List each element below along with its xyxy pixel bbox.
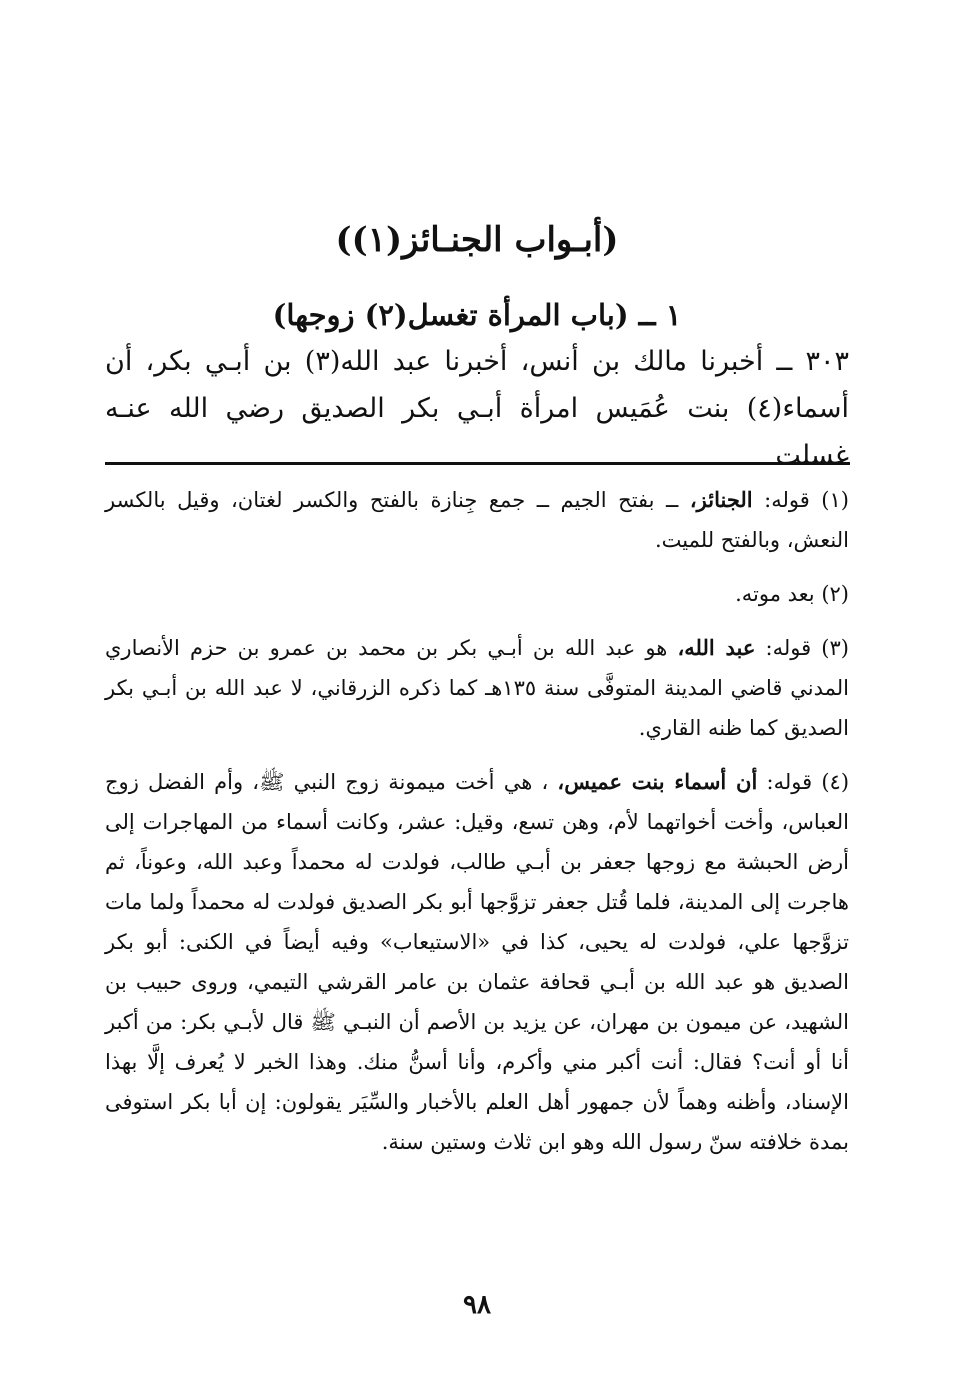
footnote-marker: (٢) <box>821 582 849 606</box>
footnote-1 <box>105 480 849 560</box>
footnote-divider <box>105 462 850 465</box>
footnote-term: الجنائز، <box>689 487 753 512</box>
footnote-lead: قوله: <box>765 636 812 660</box>
footnote-text: بعد موته. <box>735 582 815 606</box>
footnote-4 <box>105 762 849 1162</box>
page-number: ٩٨ <box>463 1290 491 1320</box>
footnote-term: عبد الله، <box>677 635 756 660</box>
footnotes <box>105 480 849 1176</box>
footnote-lead: قوله: <box>764 488 810 512</box>
footnote-text: ــ بفتح الجيم ــ جمع جِنازة بالفتح والكسر لغتان، وقيل بالكسر النعش، وبالفتح للميت. <box>105 488 849 552</box>
hadith-text: ٣٠٣ ــ أخبرنا مالك بن أنس، أخبرنا عبد الله(٣) بن أبـي بكر، أن أسماء(٤) بنت عُمَيس امرأة أبـي بكر الصديق رضي الله عنـه غسلت <box>105 346 849 471</box>
footnote-marker: (١) <box>821 488 849 512</box>
footnote-2 <box>105 574 849 614</box>
section-title: (أبـواب الجنـائز(١)) <box>335 220 619 260</box>
footnote-term: أن أسماء بنت عميس، <box>557 769 758 794</box>
footnote-marker: (٣) <box>821 636 849 660</box>
chapter-heading: ١ ــ (باب المرأة تغسل(٢) زوجها) <box>272 298 682 332</box>
footnote-lead: قوله: <box>766 770 813 794</box>
footnote-3 <box>105 628 849 748</box>
footnote-marker: (٤) <box>821 770 850 794</box>
footnote-text: هو عبد الله بن أبـي بكر بن محمد بن عمرو بن حزم الأنصاري المدني قاضي المدينة المتوفَّى سنة ١٣٥هـ كما ذكره الزرقاني، لا عبد الله بن أبـي بكر الصديق كما ظنه القاري. <box>105 636 849 740</box>
footnote-text: ، هي أخت ميمونة زوج النبي ﷺ، وأم الفضل زوج العباس، وأخت أخواتهما لأم، وهن تسع، وقيل: عشر، وكانت أسماء من المهاجرات إلى أرض الحبشة مع زوجها جعفر بن أبـي طالب، فولدت له محمداً وعبد الله، وعوناً، ثم هاجرت إلى المدينة، فلما قُتل جعفر تزوَّجها أبو بكر الصديق فولدت له محمداً ولما مات تزوَّجها علي، فولدت له يحيى، كذا في «الاستيعاب» وفيه أيضاً في الكنى: أبو بكر الصديق هو عبد الله بن أبـي قحافة عثمان بن عامر القرشي التيمي، وروى حبيب بن الشهيد، عن ميمون بن مهران، عن يزيد بن الأصم أن النبـي ﷺ قال لأبـي بكر: من أكبر أنا أو أنت؟ فقال: أنت أكبر مني وأكرم، وأنا أسنُّ منك. وهذا الخبر لا يُعرف إلَّا بهذا الإسناد، وأظنه وهماً لأن جمهور أهل العلم بالأخبار والسِّيَر يقولون: إن أبا بكر استوفى بمدة خلافته سنّ رسول الله وهو ابن ثلاث وستين سنة. <box>105 770 849 1154</box>
